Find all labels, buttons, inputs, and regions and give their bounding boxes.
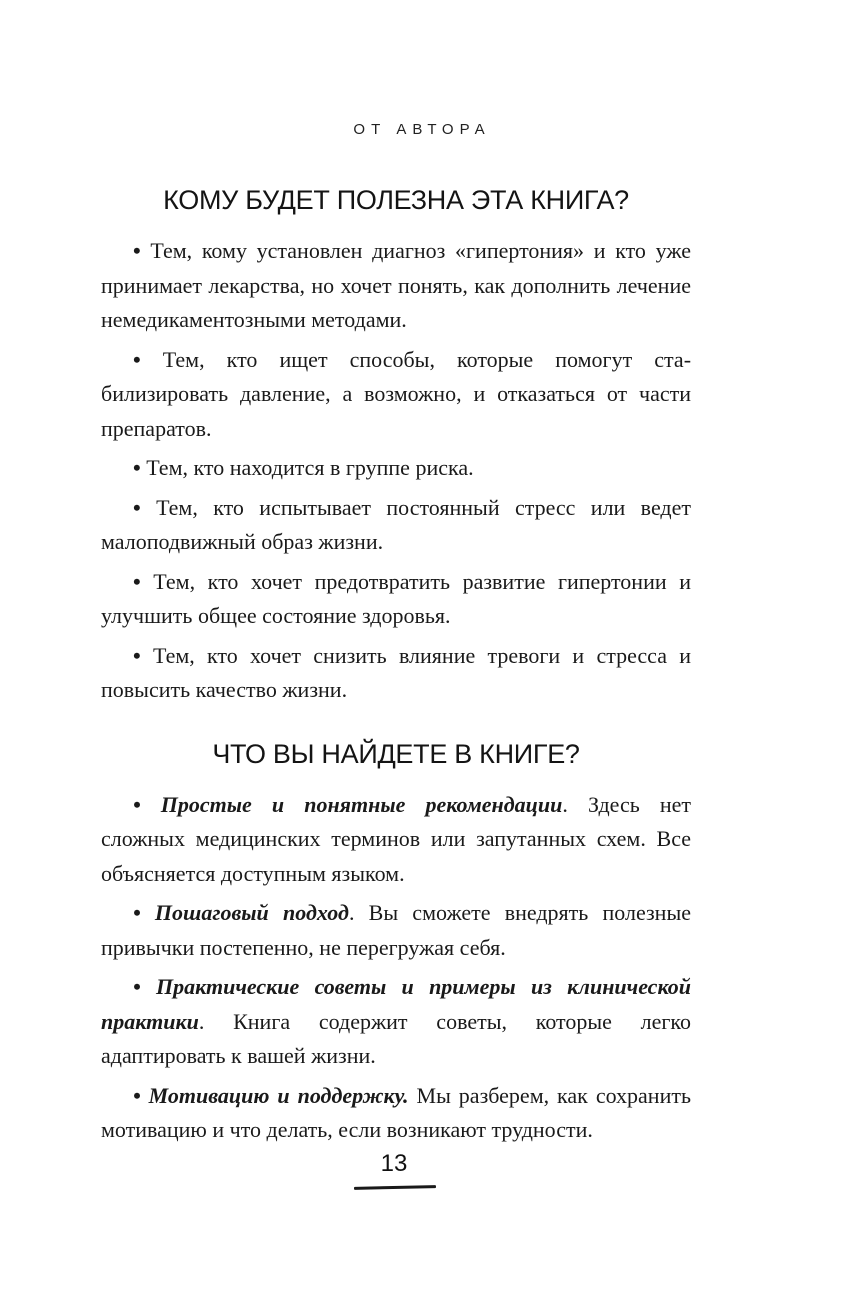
list-item [101, 788, 691, 892]
list-item [101, 896, 691, 965]
page-content [101, 180, 691, 1153]
bullet-icon: • [133, 1082, 141, 1108]
list-item [101, 565, 691, 634]
list-item-lead-text: Практические советы и примеры из клинической практики [101, 974, 691, 1034]
list-item-lead [133, 792, 562, 817]
list-item-text: . Книга содержит советы, которые легко адаптировать к вашей жизни. [101, 1008, 691, 1068]
section-title-who-benefits: КОМУ БУДЕТ ПОЛЕЗНА ЭТА КНИГА? [163, 185, 629, 215]
list-item-text: Тем, кто ищет способы, которые помогут стабилизировать давление, а возможно, и отказаться от части препаратов. [101, 346, 692, 441]
bullet-icon: • [133, 455, 141, 480]
list-item-text: . Вы сможете внедрять полезные привычки постепенно, не перегружая себя. [101, 900, 691, 960]
list-item-text: Тем, кто хочет предотвратить развитие гипертонии и улучшить общее состояние здоровья. [101, 568, 691, 628]
list-item [101, 970, 691, 1074]
list-item [101, 451, 691, 486]
bullet-icon: • [133, 346, 141, 372]
list-item [101, 639, 691, 708]
page-number: 13 [380, 1150, 408, 1177]
list-item-text: Тем, кто находится в группе риска. [146, 455, 474, 480]
list-item-text: Тем, кому установлен диагноз «гипертония» и кто уже принимает лекарства, но хочет понять, как дополнить лечение немедикаментозными методами. [101, 238, 691, 332]
bullet-icon: • [133, 568, 141, 594]
list-item-text: Тем, кто хочет снизить влияние тревоги и стресса и повысить качество жизни. [101, 642, 692, 702]
list-item-text: Мы разберем, как сохранить мотивацию и что делать, если возникают трудности. [101, 1082, 691, 1142]
list-item [101, 234, 691, 338]
list-item [101, 1079, 691, 1148]
running-head: ОТ АВТОРА [353, 121, 491, 138]
list-item-text: . Здесь нет сложных медицинских терминов или запутанных схем. Все объясняется доступным языком. [101, 791, 691, 886]
list-item-lead-text: Простые и понятные рекомендации [160, 791, 563, 817]
page-number-underline [354, 1185, 436, 1190]
bullet-icon: • [133, 642, 141, 668]
bullet-icon: • [133, 900, 141, 925]
bullet-icon: • [133, 791, 141, 817]
list-item-lead [133, 900, 349, 925]
bullet-icon: • [133, 238, 141, 263]
list-item-lead [133, 1083, 409, 1108]
list-item [101, 343, 691, 447]
bullet-icon: • [133, 494, 141, 520]
list-item [101, 491, 691, 560]
list-item-lead-text: Мотивацию и поддержку. [148, 1082, 409, 1108]
list-item-lead-text: Пошаговый подход [154, 900, 349, 925]
section-title-whats-inside: ЧТО ВЫ НАЙДЕТЕ В КНИГЕ? [212, 738, 580, 769]
bullet-icon: • [133, 974, 141, 999]
list-item-text: Тем, кто испытывает постоянный стресс или ведет малоподвижный образ жизни. [101, 494, 691, 554]
